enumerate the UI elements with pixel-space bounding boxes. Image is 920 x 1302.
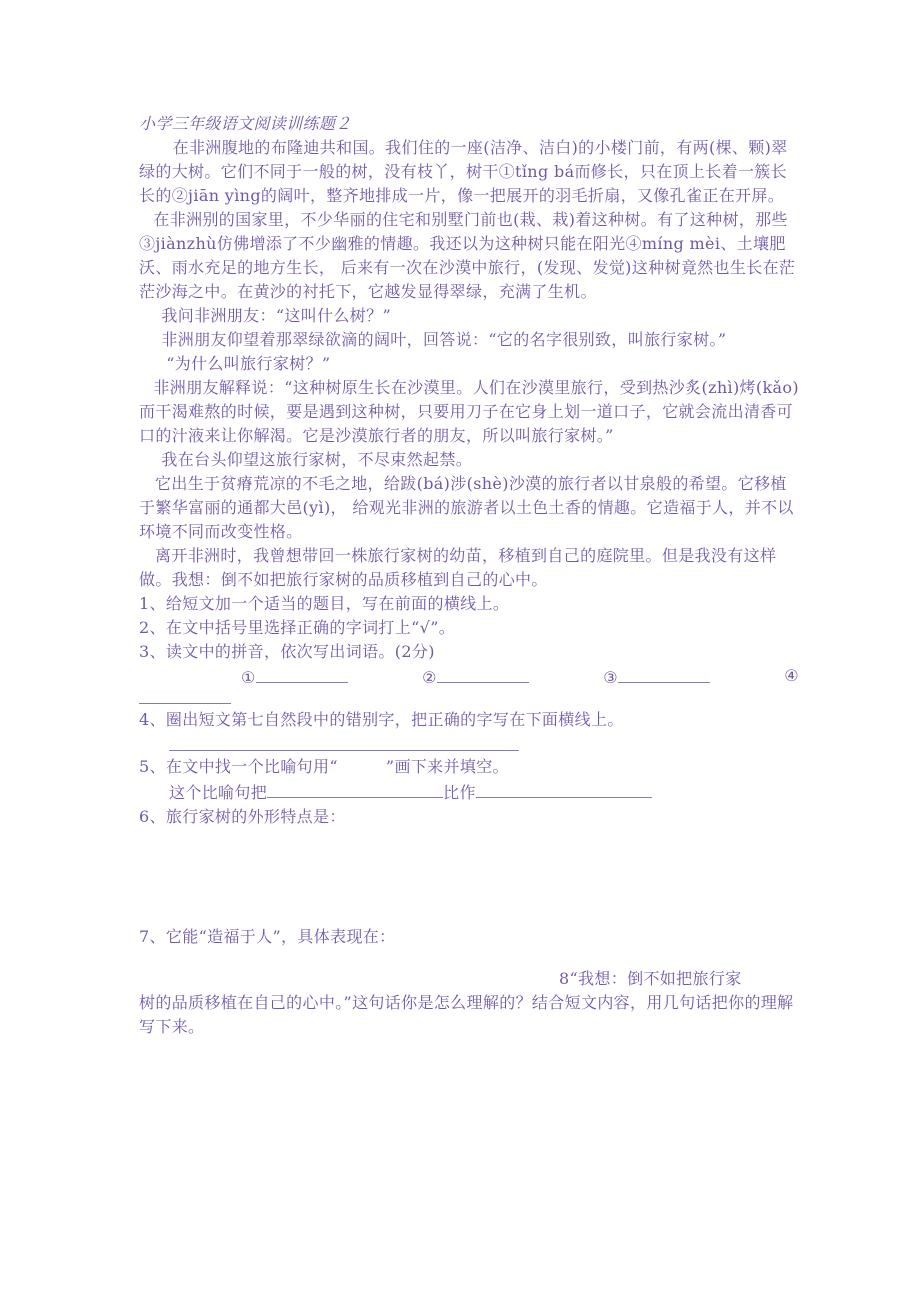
blank-2[interactable] <box>422 664 529 688</box>
paragraph-6: 非洲朋友解释说：“这种树原生长在沙漠里。人们在沙漠里旅行，受到热沙炙(zhì)烤(kǎo)而干渴难熬的时候，要是遇到这种树，只要用刀子在它身上划一道口子，它就会流出清香可口的汁液来让你解渴。它是沙漠旅行者的朋友，所以叫旅行家树。” <box>139 378 800 445</box>
question-5-fill-blank-2[interactable] <box>476 779 652 798</box>
question-1: 1、给短文加一个适当的题目，写在前面的横线上。 <box>139 594 510 613</box>
blank-4-line[interactable] <box>139 688 231 704</box>
question-5-fill-blank-1[interactable] <box>267 779 443 798</box>
question-8-line-1: 8“我想：倒不如把旅行家 <box>559 969 742 988</box>
paragraph-5: “为什么叫旅行家树？” <box>166 354 331 373</box>
blank-4[interactable] <box>784 664 799 688</box>
paragraph-9: 离开非洲时，我曾想带回一株旅行家树的幼苗，移植到自己的庭院里。但是我没有这样做。我想：倒不如把旅行家树的品质移植到自己的心中。 <box>139 546 777 589</box>
paragraph-8: 它出生于贫瘠荒凉的不毛之地，给跋(bá)涉(shè)沙漠的旅行者以甘泉般的希望。它移植于繁华富丽的通都大邑(yì)， 给观光非洲的旅游者以土色土香的情趣。它造福于人，并不以环境不同而改变性格。 <box>139 474 794 541</box>
paragraph-4: 非洲朋友仰望着那翠绿欲滴的阔叶，回答说：“它的名字很别致，叫旅行家树。” <box>161 330 727 349</box>
blank-4-mark: ④ <box>784 666 799 685</box>
question-3: 3、读文中的拼音，依次写出词语。(2分) <box>139 642 435 661</box>
blank-1[interactable] <box>241 664 348 688</box>
question-5-fill-label-a: 这个比喻句把 <box>169 783 268 802</box>
question-5 <box>139 755 799 779</box>
paragraph-1: 在非洲腹地的布隆迪共和国。我们住的一座(洁净、洁白)的小楼门前，有两(棵、颗)翠绿的大树。它们不同于一般的树，没有枝丫，树干①tǐng bá而修长，只在顶上长着一簇长长的②jiān yìng的阔叶，整齐地排成一片，像一把展开的羽毛折扇，又像孔雀正在开屏。 <box>139 138 788 205</box>
paragraph-2: 在非洲别的国家里，不少华丽的住宅和别墅门前也(栽、栽)着这种树。有了这种树，那些③jiànzhù仿佛增添了不少幽雅的情趣。我还以为这种树只能在阳光④míng mèi、土壤肥沃、雨水充足的地方生长， 后来有一次在沙漠中旅行，(发现、发觉)这种树竟然也生长在茫茫沙海之中。在黄沙的衬托下，它越发显得翠绿，充满了生机。 <box>139 210 796 301</box>
question-6: 6、旅行家树的外形特点是： <box>139 807 346 826</box>
question-5-fill-label-b: 比作 <box>443 783 476 802</box>
blank-2-mark: ② <box>422 668 437 687</box>
blank-3-mark: ③ <box>603 668 618 687</box>
question-4-answer-line[interactable] <box>169 732 519 751</box>
question-8-line-2: 树的品质移植在自己的心中。”这句话你是怎么理解的？结合短文内容，用几句话把你的理解写下来。 <box>139 993 794 1036</box>
question-5-text-a: 5、在文中找一个比喻句用“ <box>139 757 338 776</box>
blank-3[interactable] <box>603 664 710 688</box>
paragraph-3: 我问非洲朋友：“这叫什么树？” <box>161 306 392 325</box>
question-6-answer-space[interactable] <box>139 829 799 925</box>
question-5-fill <box>139 779 799 805</box>
document-title: 小学三年级语文阅读训练题２ <box>139 114 352 133</box>
question-7-answer-space[interactable] <box>139 949 799 967</box>
question-5-text-b: ”画下来并填空。 <box>385 757 509 776</box>
blank-1-mark: ① <box>241 668 256 687</box>
question-3-blanks <box>139 664 799 688</box>
reading-exercise <box>139 112 799 1039</box>
paragraph-7: 我在台头仰望这旅行家树，不尽束然起禁。 <box>161 450 473 469</box>
question-4: 4、圈出短文第七自然段中的错别字，把正确的字写在下面横线上。 <box>139 710 624 729</box>
question-2: 2、在文中括号里选择正确的字词打上“√”。 <box>139 618 456 637</box>
question-7: 7、它能“造福于人”，具体表现在： <box>139 927 396 946</box>
